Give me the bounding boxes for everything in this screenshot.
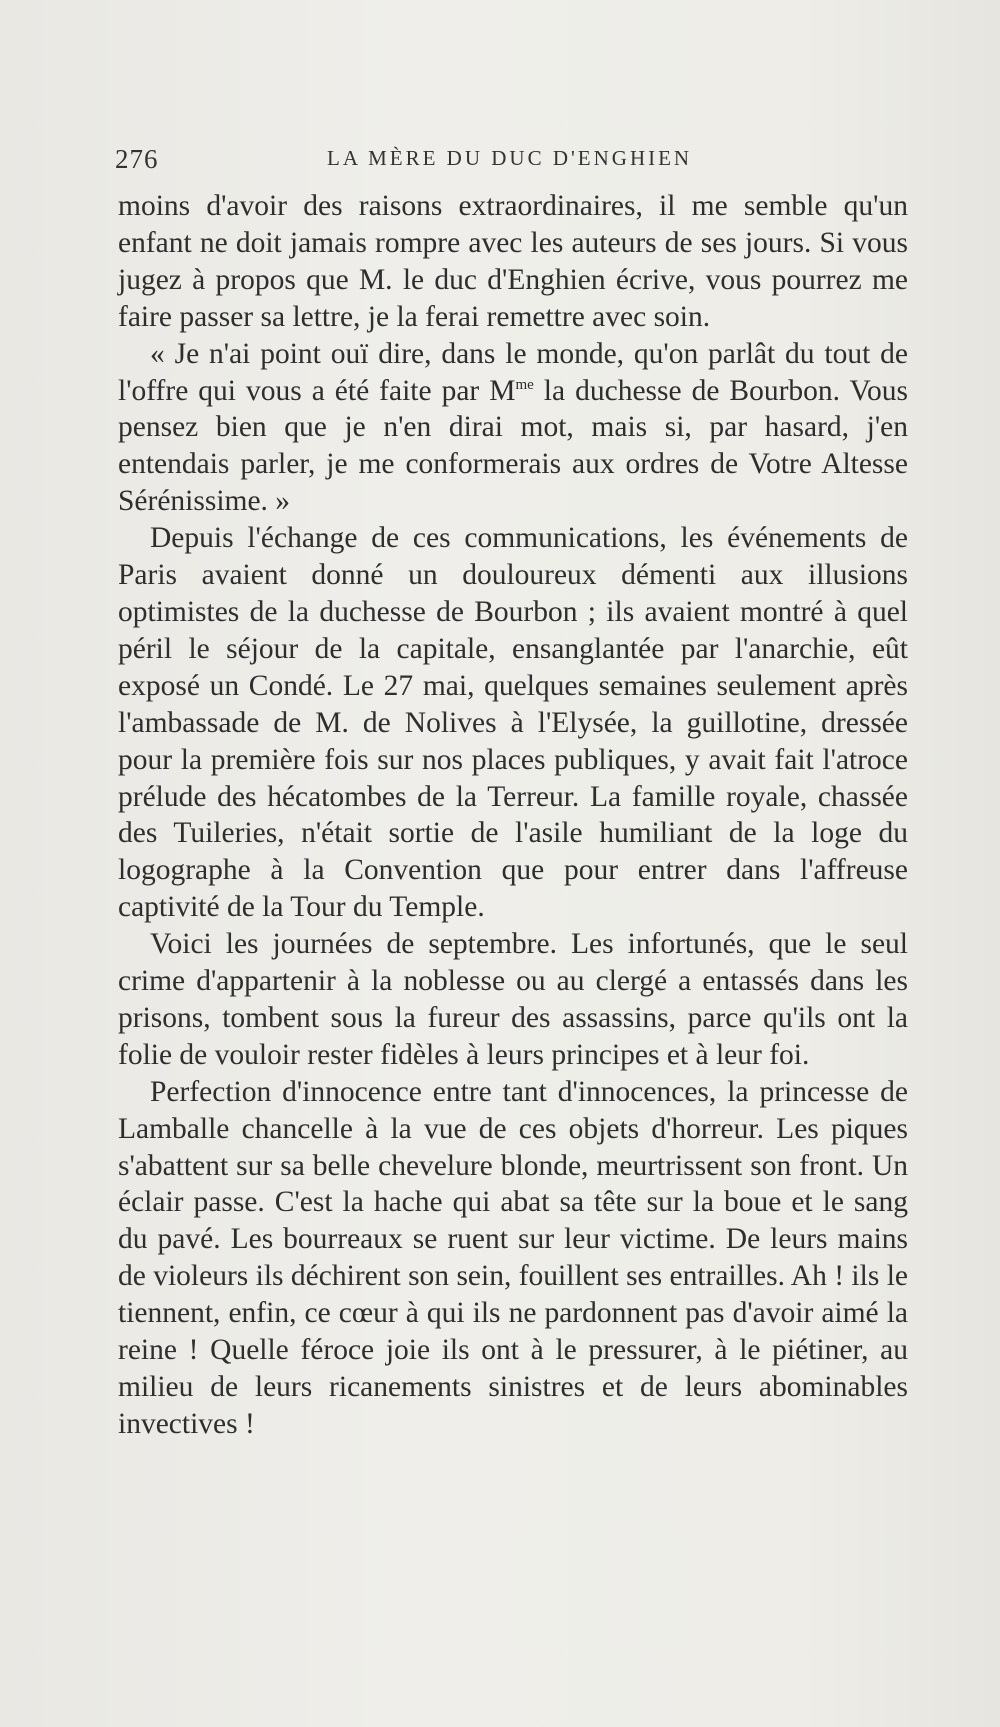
paragraph-quote (118, 336, 908, 521)
quote-text-end: la duchesse de Bourbon. Vous pensez bien que je n'en dirai mot, mais si, par hasard, j'en entendais parler, je me conformerais aux ordres de Votre Altesse Sérénissime. » (118, 374, 908, 518)
paragraph: Perfection d'innocence entre tant d'innocences, la princesse de Lamballe chancelle à la vue de ces objets d'horreur. Les piques s'abattent sur sa belle chevelure blonde, meurtrissent son front. Un éclair passe. C'est la hache qui abat sa tête sur la boue et le sang du pavé. Les bourreaux se ruent sur leur victime. De leurs mains de violeurs ils déchirent son sein, fouillent ses entrailles. Ah ! ils le tiennent, enfin, ce cœur à qui ils ne pardonnent pas d'avoir aimé la reine ! Quelle féroce joie ils ont à le pressurer, à le piétiner, au milieu de leurs ricanements sinistres et de leurs abominables invectives ! (118, 1075, 908, 1440)
paragraph-continued: moins d'avoir des raisons extraordinaires, il me semble qu'un enfant ne doit jamais rompre avec les auteurs de ses jours. Si vous jugez à propos que M. le duc d'Enghien écrive, vous pourrez me faire passer sa lettre, je la ferai remettre avec soin. (118, 190, 908, 333)
running-title: LA MÈRE DU DUC D'ENGHIEN (327, 146, 693, 170)
page-header (115, 140, 905, 180)
page-number: 276 (115, 144, 159, 174)
quote-text-start: « Je n'ai point ouï dire, dans le monde, qu'on parlât du tout de l'offre qui vous a été faite par M (118, 337, 908, 407)
body-text (118, 188, 908, 1443)
superscript-abbreviation: me (515, 376, 534, 393)
paragraph: Depuis l'échange de ces communications, les événements de Paris avaient donné un douloureux démenti aux illusions optimistes de la duchesse de Bourbon ; ils avaient montré à quel péril le séjour de la capitale, ensanglantée par l'anarchie, eût exposé un Condé. Le 27 mai, quelques semaines seulement après l'ambassade de M. de Nolives à l'Elysée, la guillotine, dressée pour la première fois sur nos places publiques, y avait fait l'atroce prélude des hécatombes de la Terreur. La famille royale, chassée des Tuileries, n'était sortie de l'asile humiliant de la loge du logographe à la Convention que pour entrer dans l'affreuse captivité de la Tour du Temple. (118, 522, 908, 924)
paragraph: Voici les journées de septembre. Les infortunés, que le seul crime d'appartenir à la noblesse ou au clergé a entassés dans les prisons, tombent sous la fureur des assassins, parce qu'ils ont la folie de vouloir rester fidèles à leurs principes et à leur foi. (118, 928, 908, 1071)
